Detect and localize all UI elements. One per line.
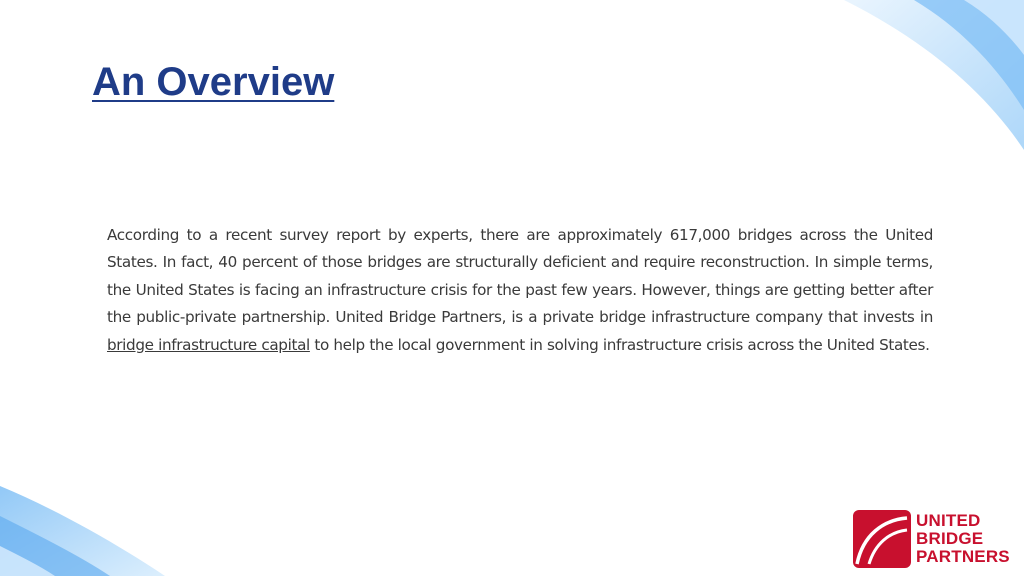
logo-line-bridge: BRIDGE <box>916 529 984 548</box>
bottom-left-blue-swoosh <box>0 476 170 576</box>
overview-paragraph <box>107 222 933 359</box>
page-title: An Overview <box>92 60 335 104</box>
top-right-blue-swoosh <box>824 0 1024 150</box>
logo-line-united: UNITED <box>916 511 981 530</box>
paragraph-text-before-link: According to a recent survey report by experts, there are approximately 617,000 bridges across the United States. In fact, 40 percent of those bridges are structurally deficient and require reconstruction. In simple terms, the United States is facing an infrastructure crisis for the past few years. However, things are getting better after the public-private partnership. United Bridge Partners, is a private bridge infrastructure company that invests in <box>107 226 933 327</box>
bridge-infrastructure-capital-link[interactable]: bridge infrastructure capital <box>107 335 310 354</box>
logo-line-partners: PARTNERS <box>916 547 1010 566</box>
united-bridge-partners-logo <box>853 510 1018 570</box>
paragraph-text-after-link: to help the local government in solving infrastructure crisis across the United States. <box>309 335 930 354</box>
bridge-logo-icon <box>853 510 911 568</box>
logo-wordmark <box>916 512 1010 566</box>
